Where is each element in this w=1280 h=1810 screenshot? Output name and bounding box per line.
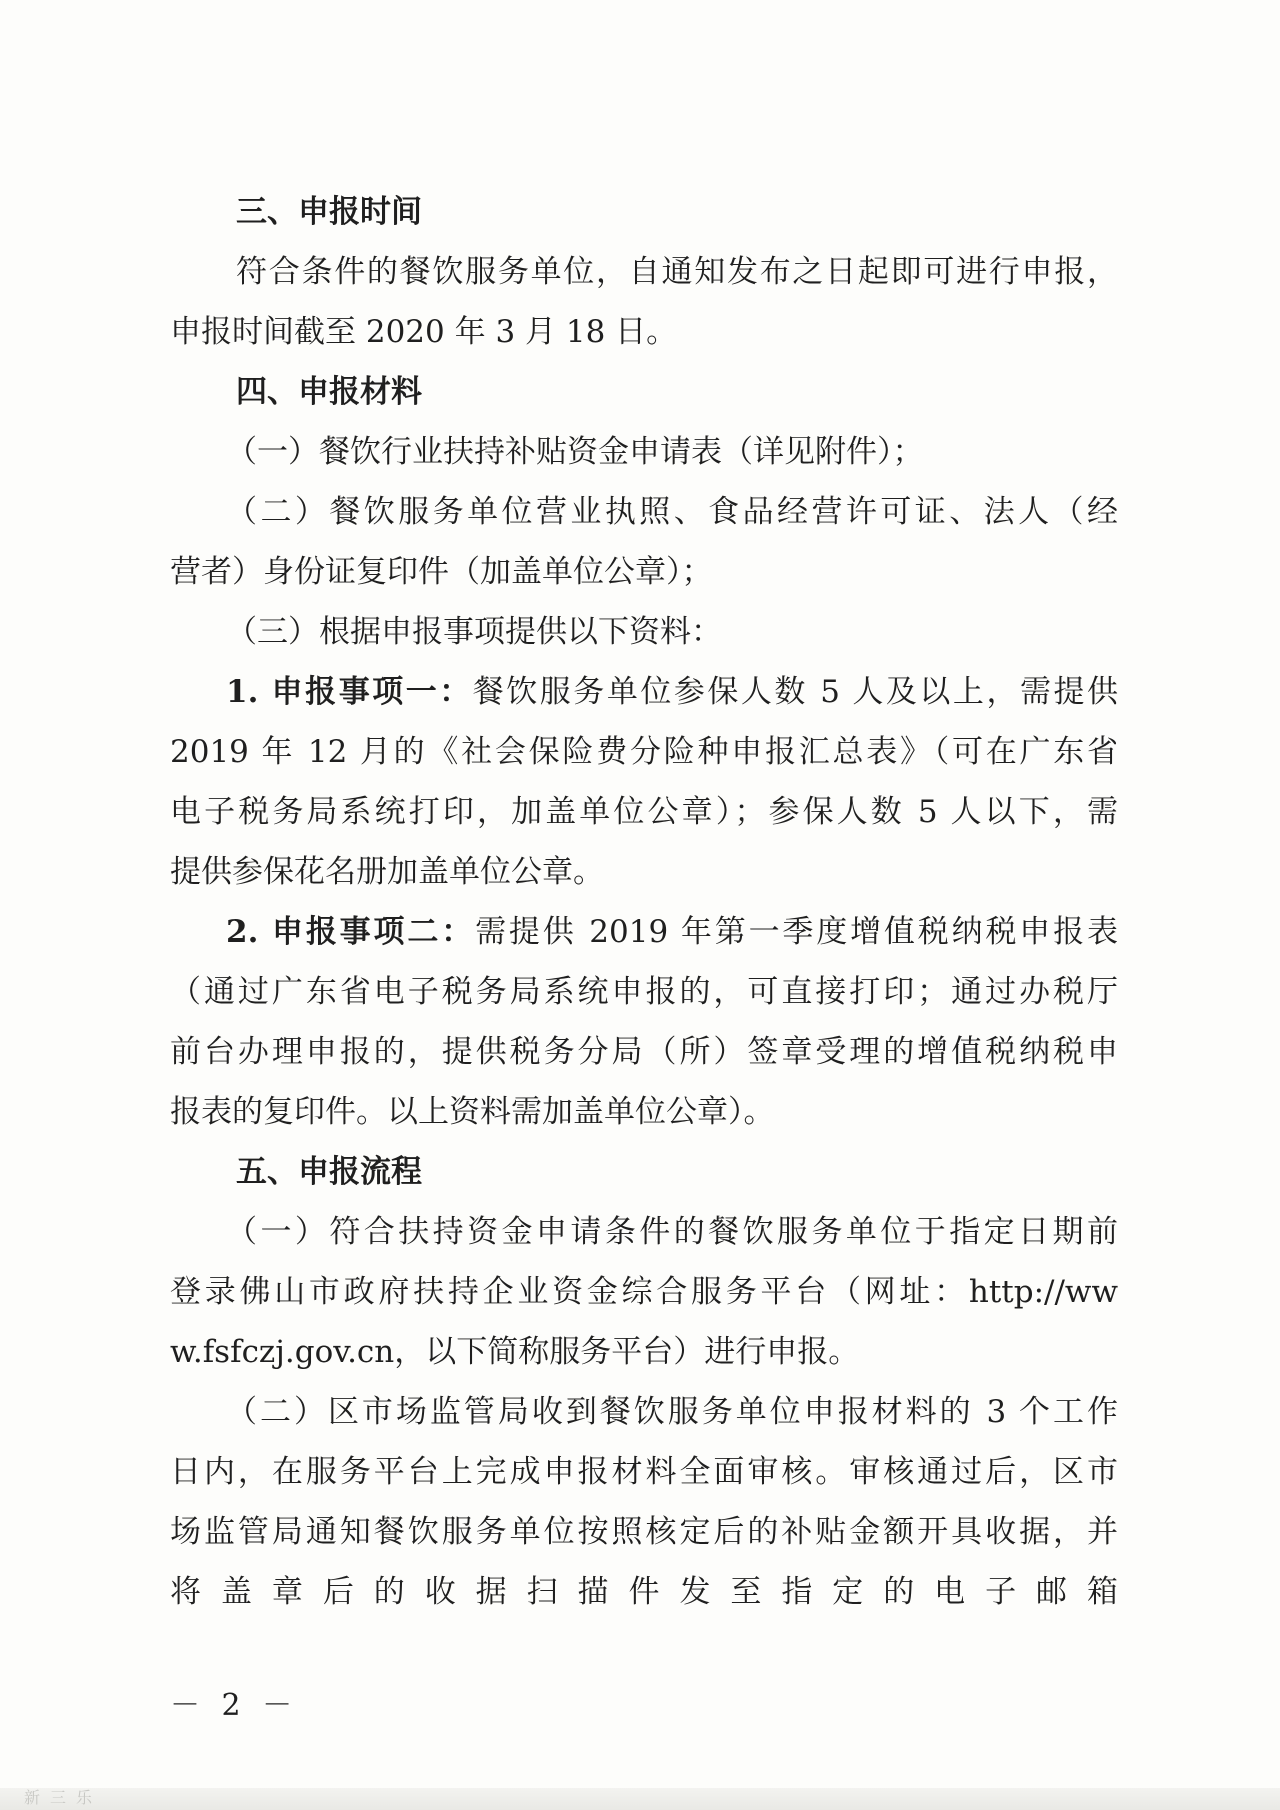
list-item-continuation: 登录佛山市政府扶持企业资金综合服务平台（网址：http://ww (170, 1274, 1118, 1310)
sub-item-text: 餐饮服务单位参保人数 5 人及以上，需提供 (472, 674, 1118, 710)
list-item: （三）根据申报事项提供以下资料： (226, 614, 722, 650)
sub-item-1 (170, 662, 1118, 722)
list-item: （一）餐饮行业扶持补贴资金申请表（详见附件）； (226, 434, 924, 470)
sub-item-text: 需提供 2019 年第一季度增值税纳税申报表 (475, 914, 1118, 950)
sub-item-continuation: 2019 年 12 月的《社会保险费分险种申报汇总表》（可在广东省 (170, 734, 1118, 770)
list-item: （二）区市场监管局收到餐饮服务单位申报材料的 3 个工作 (226, 1394, 1118, 1430)
list-item-continuation: 场监管局通知餐饮服务单位按照核定后的补贴金额开具收据，并 (170, 1514, 1118, 1550)
footer-watermark: 新三乐 (24, 1788, 103, 1807)
list-item: （一）符合扶持资金申请条件的餐饮服务单位于指定日期前 (226, 1214, 1118, 1250)
list-item: （二）餐饮服务单位营业执照、食品经营许可证、法人（经 (226, 494, 1118, 530)
section-heading-5: 五、申报流程 (236, 1154, 422, 1190)
paragraph-line: 符合条件的餐饮服务单位，自通知发布之日起即可进行申报， (236, 254, 1118, 290)
section-heading-4: 四、申报材料 (236, 374, 422, 410)
list-item-continuation: 日内，在服务平台上完成申报材料全面审核。审核通过后，区市 (170, 1454, 1118, 1490)
sub-item-continuation: 电子税务局系统打印，加盖单位公章）；参保人数 5 人以下，需 (170, 794, 1118, 830)
sub-item-number: 2. 申报事项二： (226, 914, 476, 950)
sub-item-continuation: （通过广东省电子税务局系统申报的，可直接打印；通过办税厅 (170, 974, 1118, 1010)
sub-item-continuation: 报表的复印件。以上资料需加盖单位公章）。 (170, 1094, 775, 1130)
sub-item-2 (170, 902, 1118, 962)
page-number: － 2 － (170, 1688, 299, 1723)
sub-item-number: 1. 申报事项一： (226, 674, 473, 710)
sub-item-continuation: 前台办理申报的，提供税务分局（所）签章受理的增值税纳税申 (170, 1034, 1118, 1070)
paragraph-line: 申报时间截至 2020 年 3 月 18 日。 (170, 314, 678, 350)
list-item-continuation: 将盖章后的收据扫描件发至指定的电子邮箱 (170, 1574, 1118, 1610)
scan-footer-strip (0, 1788, 1280, 1810)
section-heading-3: 三、申报时间 (236, 194, 422, 230)
sub-item-continuation: 提供参保花名册加盖单位公章。 (170, 854, 604, 890)
list-item-continuation: 营者）身份证复印件（加盖单位公章）； (170, 554, 713, 590)
document-body (170, 182, 1118, 1622)
list-item-continuation: w.fsfczj.gov.cn，以下简称服务平台）进行申报。 (170, 1334, 860, 1370)
